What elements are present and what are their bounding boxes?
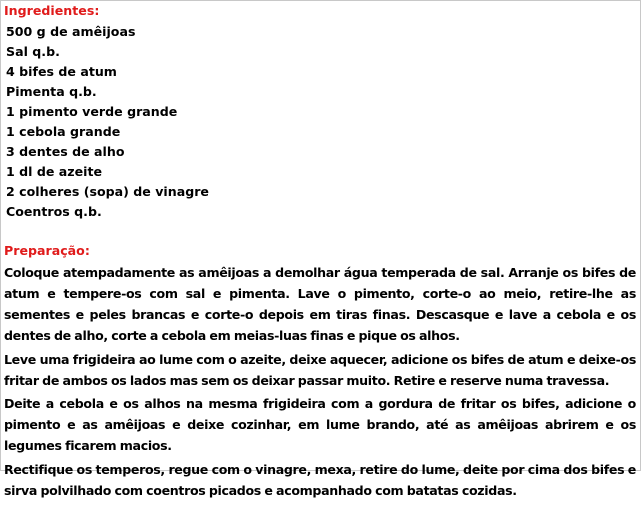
preparation-step: Rectifique os temperos, regue com o vinagre, mexa, retire do lume, deite por cima dos bifes e sirva polvilhado com coentros picados e acompanhado com batatas cozidas. xyxy=(4,462,636,499)
ingredient-item: Sal q.b. xyxy=(6,44,60,59)
ingredient-item: Coentros q.b. xyxy=(6,204,102,219)
ingredients-list xyxy=(6,22,209,222)
ingredient-item: Pimenta q.b. xyxy=(6,84,97,99)
ingredient-item: 1 pimento verde grande xyxy=(6,104,178,119)
preparation-step: Coloque atempadamente as amêijoas a demolhar água temperada de sal. Arranje os bifes de atum e tempere-os com sal e pimenta. Lave o pimento, corte-o ao meio, retire-lhe as sementes e peles brancas e corte-o depois em tiras finas. Descasque e lave a cebola e os dentes de alho, corte a cebola em meias-luas finas e pique os alhos. xyxy=(4,265,636,343)
preparation-step: Leve uma frigideira ao lume com o azeite, deixe aquecer, adicione os bifes de atum e deixe-os fritar de ambos os lados mas sem os deixar passar muito. Retire e reserve numa travessa. xyxy=(4,351,636,388)
ingredient-item: 4 bifes de atum xyxy=(6,64,117,79)
preparation-heading: Preparação: xyxy=(4,243,90,258)
ingredient-item: 3 dentes de alho xyxy=(6,144,125,159)
preparation-steps xyxy=(4,263,636,505)
ingredient-item: 1 cebola grande xyxy=(6,124,121,139)
preparation-step: Deite a cebola e os alhos na mesma frigideira com a gordura de fritar os bifes, adicione o pimento e as amêijoas e deixe cozinhar, em lume brando, até as amêijoas abrirem e os legumes ficarem macios. xyxy=(4,396,636,454)
ingredient-item: 500 g de amêijoas xyxy=(6,24,136,39)
ingredients-heading: Ingredientes: xyxy=(4,3,100,18)
ingredient-item: 2 colheres (sopa) de vinagre xyxy=(6,184,209,199)
ingredient-item: 1 dl de azeite xyxy=(6,164,103,179)
